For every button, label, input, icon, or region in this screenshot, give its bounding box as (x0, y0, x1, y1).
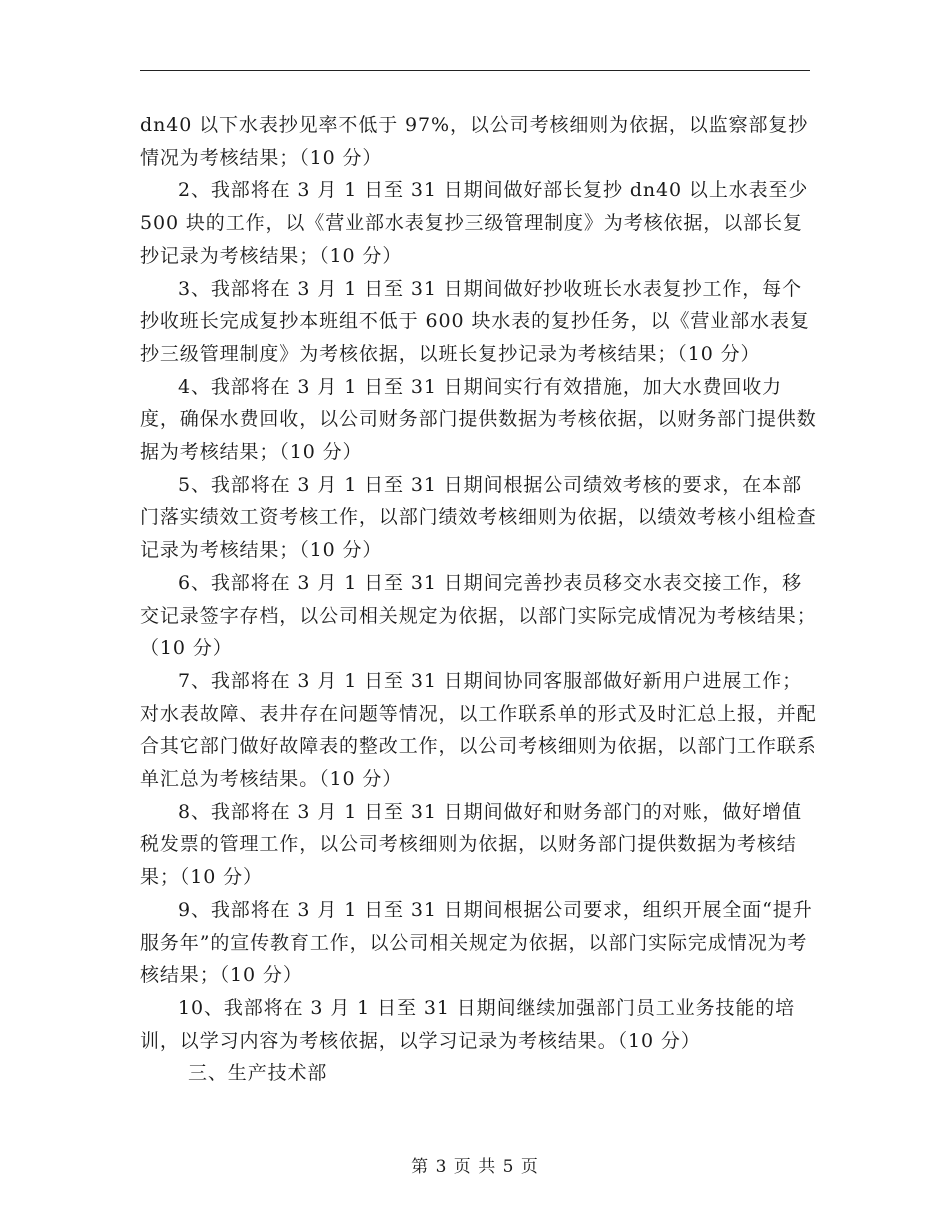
paragraph-item-9: 9、我部将在 3 月 1 日至 31 日期间根据公司要求，组织开展全面“提升服务年”的宣传教育工作，以公司相关规定为依据，以部门实际完成情况为考核结果；（10 分） (140, 898, 813, 987)
section-heading: 三、生产技术部 (188, 1062, 328, 1085)
page-footer: 第 3 页 共 5 页 (411, 1157, 539, 1177)
document-body (140, 109, 820, 1090)
paragraph-item-5: 5、我部将在 3 月 1 日至 31 日期间根据公司绩效考核的要求，在本部门落实绩效工资考核工作，以部门绩效考核细则为依据，以绩效考核小组检查记录为考核结果；（10 分） (140, 473, 817, 562)
paragraph-item-10: 10、我部将在 3 月 1 日至 31 日期间继续加强部门员工业务技能的培训，以学习内容为考核依据，以学习记录为考核结果。（10 分） (140, 996, 796, 1052)
paragraph-continuation: dn40 以下水表抄见率不低于 97%，以公司考核细则为依据，以监察部复抄情况为考核结果；（10 分） (140, 114, 809, 169)
paragraph-item-2: 2、我部将在 3 月 1 日至 31 日期间做好部长复抄 dn40 以上水表至少 500 块的工作，以《营业部水表复抄三级管理制度》为考核依据，以部长复抄记录为考核结果；（10 分） (140, 179, 809, 267)
paragraph-item-4: 4、我部将在 3 月 1 日至 31 日期间实行有效措施，加大水费回收力度，确保水费回收，以公司财务部门提供数据为考核依据，以财务部门提供数据为考核结果；（10 分） (140, 375, 817, 464)
paragraph-item-8: 8、我部将在 3 月 1 日至 31 日期间做好和财务部门的对账，做好增值税发票的管理工作，以公司考核细则为依据，以财务部门提供数据为考核结果；（10 分） (140, 800, 802, 889)
paragraph-item-3: 3、我部将在 3 月 1 日至 31 日期间做好抄收班长水表复抄工作，每个抄收班长完成复抄本班组不低于 600 块水表的复抄任务，以《营业部水表复抄三级管理制度》为考核依据，以班长复抄记录为考核结果；（10 分） (140, 277, 810, 365)
paragraph-item-6: 6、我部将在 3 月 1 日至 31 日期间完善抄表员移交水表交接工作，移交记录签字存档，以公司相关规定为依据，以部门实际完成情况为考核结果；（10 分） (140, 571, 817, 660)
paragraph-item-7: 7、我部将在 3 月 1 日至 31 日期间协同客服部做好新用户进展工作；对水表故障、表井存在问题等情况，以工作联系单的形式及时汇总上报，并配合其它部门做好故障表的整改工作，以公司考核细则为依据，以部门工作联系单汇总为考核结果。（10 分） (140, 669, 817, 791)
header-rule (140, 70, 810, 71)
